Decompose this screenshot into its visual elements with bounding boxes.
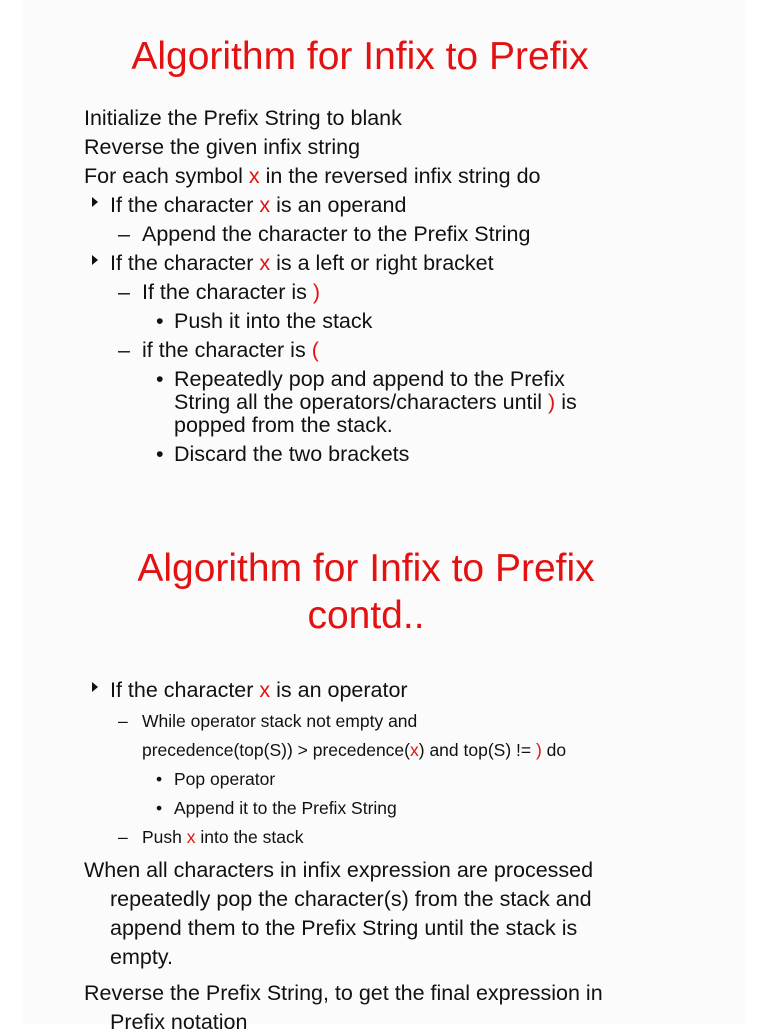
arrow-bullet-icon: [92, 255, 98, 265]
var-x: x: [410, 740, 419, 760]
bullet-marker: •: [156, 769, 163, 789]
var-x: x: [259, 193, 271, 217]
document-page: [22, 0, 746, 1034]
var-x: x: [259, 251, 271, 275]
line-discard-brackets: Discard the two brackets: [174, 442, 410, 466]
dash-marker: –: [118, 280, 130, 304]
dash-marker: –: [118, 222, 130, 246]
line-append-character: Append the character to the Prefix String: [142, 222, 531, 246]
bullet-marker: •: [156, 309, 164, 333]
line-append-until-empty: append them to the Prefix String until the stack is: [110, 916, 578, 940]
line-push-x: Push x into the stack: [142, 827, 304, 847]
line-repeatedly-pop-chars: repeatedly pop the character(s) from the stack and: [110, 887, 592, 911]
line-operand-condition: If the character x is an operand: [110, 193, 407, 217]
dash-marker: –: [118, 711, 128, 731]
line-for-each: For each symbol x in the reversed infix string do: [84, 164, 541, 188]
right-bracket-symbol: ): [535, 740, 542, 760]
line-reverse: Reverse the given infix string: [84, 135, 361, 159]
line-until-bracket: String all the operators/characters until ) is: [174, 390, 577, 414]
slide1-title: Algorithm for Infix to Prefix: [131, 35, 589, 78]
line-push-stack: Push it into the stack: [174, 309, 373, 333]
right-bracket-symbol: ): [312, 280, 321, 304]
line-repeatedly-pop: Repeatedly pop and append to the Prefix: [174, 367, 565, 391]
line-operator-condition: If the character x is an operator: [110, 678, 408, 702]
dash-marker: –: [118, 827, 128, 847]
var-x: x: [248, 164, 260, 188]
line-while-stack: While operator stack not empty and: [142, 711, 418, 731]
line-pop-operator: Pop operator: [174, 769, 276, 789]
line-append-prefix: Append it to the Prefix String: [174, 798, 397, 818]
right-bracket-symbol: ): [548, 390, 556, 414]
line-right-bracket-case: If the character is ): [142, 280, 321, 304]
bullet-marker: •: [156, 442, 164, 466]
line-initialize: Initialize the Prefix String to blank: [84, 106, 402, 130]
var-x: x: [186, 827, 196, 847]
dash-marker: –: [118, 338, 130, 362]
bullet-marker: •: [156, 367, 164, 391]
var-x: x: [259, 678, 271, 702]
slide2-title: Algorithm for Infix to Prefix contd..: [137, 547, 595, 637]
left-bracket-symbol: (: [311, 338, 319, 362]
arrow-bullet-icon: [92, 682, 98, 692]
line-empty: empty.: [110, 945, 173, 969]
line-reverse-prefix: Reverse the Prefix String, to get the final expression in: [84, 981, 603, 1005]
line-left-bracket-case: if the character is (: [142, 338, 319, 362]
line-precedence-check: precedence(top(S)) > precedence(x) and top(S) != ) do: [142, 740, 567, 760]
line-bracket-condition: If the character x is a left or right bracket: [110, 251, 494, 275]
bullet-marker: •: [156, 798, 163, 818]
line-prefix-notation: Prefix notation: [110, 1010, 248, 1034]
line-when-processed: When all characters in infix expression are processed: [84, 858, 594, 882]
line-popped-from-stack: popped from the stack.: [174, 413, 393, 437]
arrow-bullet-icon: [92, 197, 98, 207]
